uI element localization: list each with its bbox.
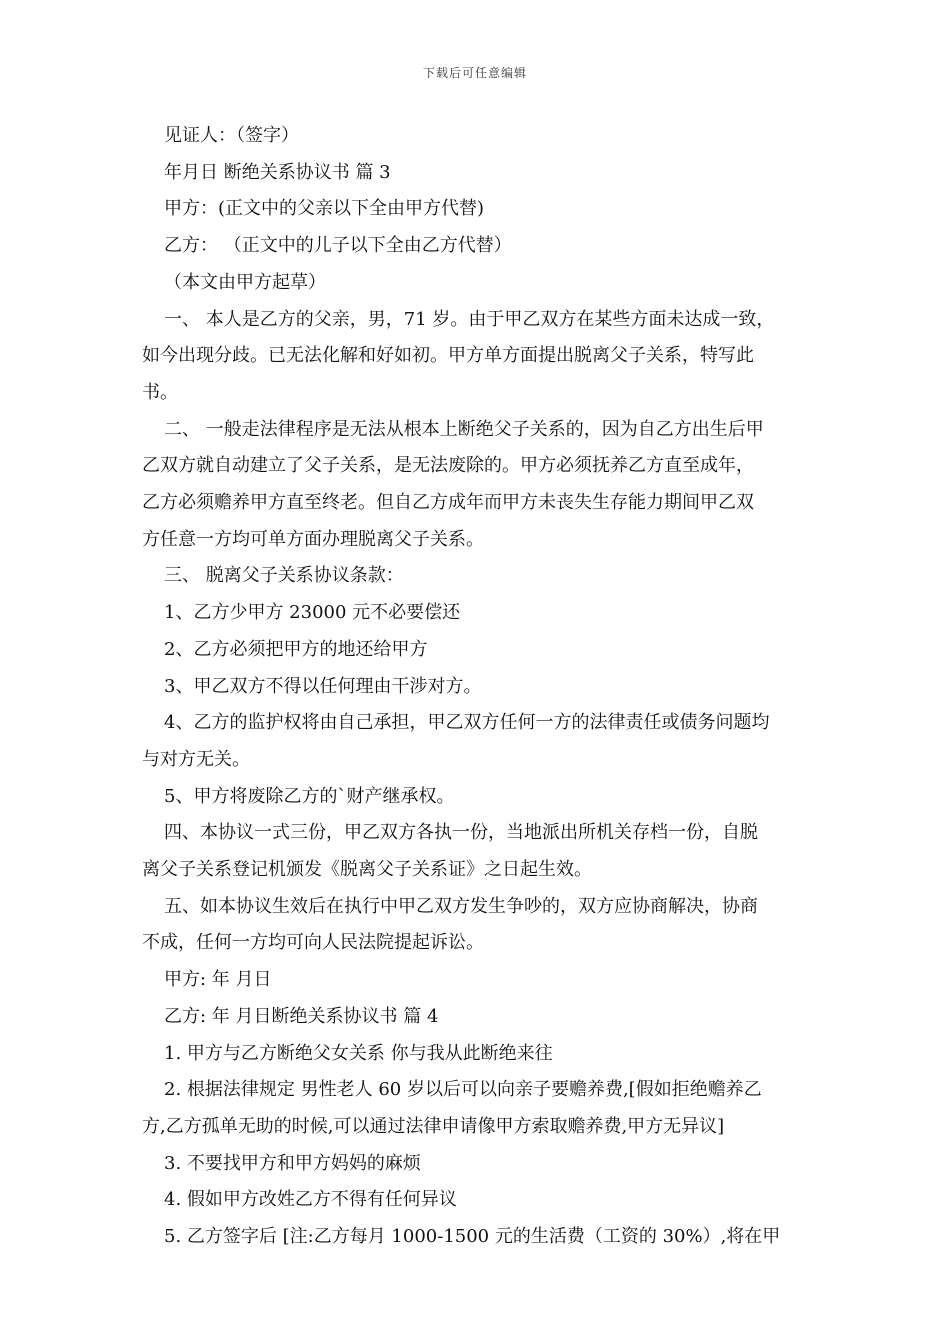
text-line: 3、甲乙双方不得以任何理由干涉对方。 xyxy=(164,675,482,697)
text-line: 4. 假如甲方改姓乙方不得有任何异议 xyxy=(164,1189,457,1211)
text-line: 三、 脱离父子关系协议条款： xyxy=(164,565,404,587)
text-line: 二、 一般走法律程序是无法从根本上断绝父子关系的，因为自乙方出生后甲 xyxy=(164,418,764,440)
text-line: 甲方：(正文中的父亲以下全由甲方代替) xyxy=(164,198,485,220)
text-line: 2. 根据法律规定 男性老人 60 岁以后可以向亲子要赡养费,[假如拒绝赡养乙 xyxy=(164,1079,762,1101)
text-line: 离父子关系登记机颁发《脱离父子关系证》之日起生效。 xyxy=(142,859,592,881)
text-line: 五、如本协议生效后在执行中甲乙双方发生争吵的，双方应协商解决，协商 xyxy=(164,895,758,917)
text-line: 乙双方就自动建立了父子关系，是无法废除的。甲方必须抚养乙方直至成年， xyxy=(142,455,754,477)
text-line: 1、乙方少甲方 23000 元不必要偿还 xyxy=(164,602,461,624)
text-line: 甲方: 年 月日 xyxy=(164,969,272,991)
text-line: 3. 不要找甲方和甲方妈妈的麻烦 xyxy=(164,1152,421,1174)
document-body xyxy=(142,118,812,1256)
text-line: 2、乙方必须把甲方的地还给甲方 xyxy=(164,638,428,660)
text-line: 书。 xyxy=(142,381,178,403)
text-line: 4、乙方的监护权将由自己承担，甲乙双方任何一方的法律责任或债务问题均 xyxy=(164,712,770,734)
text-line: 与对方无关。 xyxy=(142,748,250,770)
text-line: 如今出现分歧。已无法化解和好如初。甲方单方面提出脱离父子关系，特写此 xyxy=(142,345,754,367)
text-line: 乙方： （正文中的儿子以下全由乙方代替） xyxy=(164,235,512,257)
text-line: 乙方必须赡养甲方直至终老。但自乙方成年而甲方未丧失生存能力期间甲乙双 xyxy=(142,492,754,514)
text-line: 方任意一方均可单方面办理脱离父子关系。 xyxy=(142,528,484,550)
text-line: 见证人：（签字） xyxy=(164,125,299,146)
text-line: 不成，任何一方均可向人民法院提起诉讼。 xyxy=(142,932,484,954)
text-line: 乙方: 年 月日断绝关系协议书 篇 4 xyxy=(164,1005,439,1027)
text-line: 方,乙方孤单无助的时候,可以通过法律申请像甲方索取赡养费,甲方无异议] xyxy=(142,1115,725,1137)
text-line: 1. 甲方与乙方断绝父女关系 你与我从此断绝来往 xyxy=(164,1042,553,1064)
text-line: 一、 本人是乙方的父亲，男，71 岁。由于甲乙双方在某些方面未达成一致， xyxy=(164,308,775,330)
text-line: 四、本协议一式三份，甲乙双方各执一份，当地派出所机关存档一份，自脱 xyxy=(164,822,758,844)
text-line: 5、甲方将废除乙方的`财产继承权。 xyxy=(164,785,455,807)
text-line: （本文由甲方起草） xyxy=(164,271,326,293)
text-line: 年月日 断绝关系协议书 篇 3 xyxy=(164,161,391,183)
text-line: 5. 乙方签字后 [注:乙方每月 1000-1500 元的生活费（工资的 30%）,将在甲 xyxy=(164,1226,781,1248)
page-header: 下载后可任意编辑 xyxy=(422,66,527,80)
